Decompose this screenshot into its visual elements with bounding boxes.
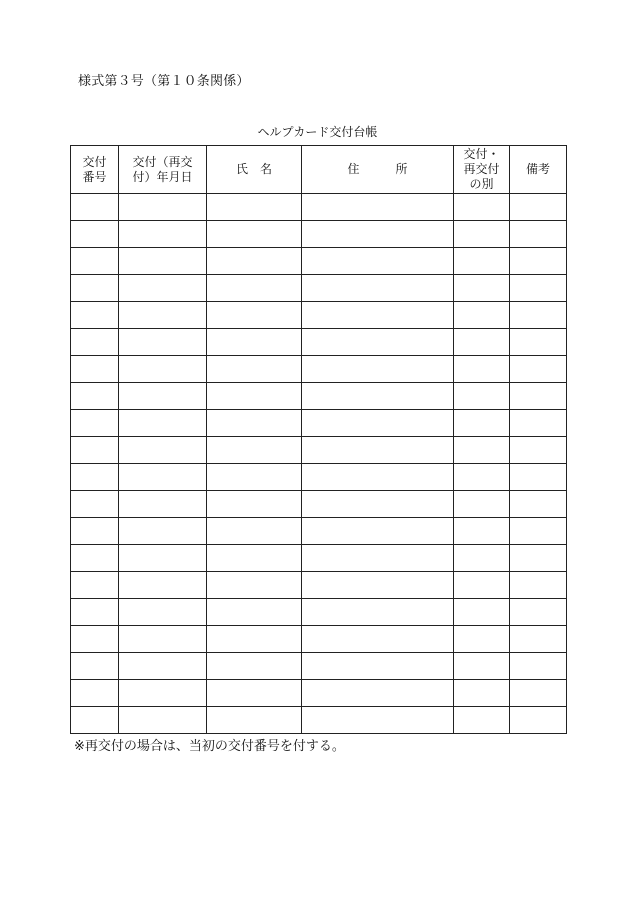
cell-address[interactable] (302, 356, 454, 383)
cell-address[interactable] (302, 437, 454, 464)
cell-address[interactable] (302, 248, 454, 275)
cell-remarks[interactable] (510, 680, 567, 707)
table-row (71, 491, 567, 518)
cell-address[interactable] (302, 707, 454, 734)
cell-address[interactable] (302, 302, 454, 329)
cell-name[interactable] (207, 275, 302, 302)
cell-address[interactable] (302, 626, 454, 653)
table-row (71, 221, 567, 248)
cell-issue-no[interactable] (71, 437, 119, 464)
ledger-body (71, 194, 567, 734)
cell-name[interactable] (207, 572, 302, 599)
table-row (71, 248, 567, 275)
header-issue-date: 交付（再交 付）年月日 (119, 146, 207, 194)
cell-issue-type[interactable] (454, 329, 510, 356)
cell-issue-date[interactable] (119, 680, 207, 707)
cell-issue-date[interactable] (119, 383, 207, 410)
cell-issue-date[interactable] (119, 626, 207, 653)
cell-address[interactable] (302, 221, 454, 248)
cell-issue-date[interactable] (119, 707, 207, 734)
cell-issue-date[interactable] (119, 464, 207, 491)
cell-issue-date[interactable] (119, 356, 207, 383)
cell-issue-type[interactable] (454, 437, 510, 464)
form-number: 様式第３号（第１０条関係） (78, 74, 250, 89)
cell-issue-no[interactable] (71, 356, 119, 383)
cell-name[interactable] (207, 248, 302, 275)
cell-address[interactable] (302, 491, 454, 518)
cell-issue-date[interactable] (119, 572, 207, 599)
cell-name[interactable] (207, 491, 302, 518)
cell-remarks[interactable] (510, 464, 567, 491)
cell-issue-no[interactable] (71, 599, 119, 626)
cell-remarks[interactable] (510, 275, 567, 302)
cell-remarks[interactable] (510, 221, 567, 248)
cell-issue-date[interactable] (119, 491, 207, 518)
cell-issue-date[interactable] (119, 410, 207, 437)
cell-name[interactable] (207, 707, 302, 734)
cell-name[interactable] (207, 329, 302, 356)
cell-address[interactable] (302, 383, 454, 410)
cell-remarks[interactable] (510, 248, 567, 275)
table-row (71, 572, 567, 599)
cell-issue-date[interactable] (119, 221, 207, 248)
cell-address[interactable] (302, 653, 454, 680)
cell-issue-no[interactable] (71, 410, 119, 437)
cell-issue-date[interactable] (119, 194, 207, 221)
cell-address[interactable] (302, 680, 454, 707)
cell-address[interactable] (302, 464, 454, 491)
table-row (71, 437, 567, 464)
cell-remarks[interactable] (510, 194, 567, 221)
cell-issue-date[interactable] (119, 653, 207, 680)
cell-name[interactable] (207, 383, 302, 410)
cell-name[interactable] (207, 680, 302, 707)
cell-address[interactable] (302, 194, 454, 221)
cell-issue-no[interactable] (71, 464, 119, 491)
cell-issue-type[interactable] (454, 194, 510, 221)
cell-issue-no[interactable] (71, 680, 119, 707)
cell-remarks[interactable] (510, 626, 567, 653)
cell-issue-type[interactable] (454, 356, 510, 383)
cell-remarks[interactable] (510, 545, 567, 572)
table-row (71, 626, 567, 653)
cell-issue-type[interactable] (454, 410, 510, 437)
ledger-table (70, 145, 567, 734)
cell-issue-no[interactable] (71, 302, 119, 329)
cell-issue-date[interactable] (119, 599, 207, 626)
cell-remarks[interactable] (510, 572, 567, 599)
cell-remarks[interactable] (510, 491, 567, 518)
cell-remarks[interactable] (510, 599, 567, 626)
table-row (71, 194, 567, 221)
table-row (71, 464, 567, 491)
cell-issue-no[interactable] (71, 329, 119, 356)
cell-issue-no[interactable] (71, 383, 119, 410)
cell-name[interactable] (207, 464, 302, 491)
cell-name[interactable] (207, 626, 302, 653)
header-address: 住 所 (302, 146, 454, 194)
cell-name[interactable] (207, 599, 302, 626)
header-issue-type: 交付・ 再交付 の別 (454, 146, 510, 194)
cell-issue-type[interactable] (454, 221, 510, 248)
cell-address[interactable] (302, 599, 454, 626)
cell-issue-date[interactable] (119, 248, 207, 275)
table-row (71, 545, 567, 572)
table-row (71, 599, 567, 626)
table-row (71, 329, 567, 356)
cell-issue-no[interactable] (71, 626, 119, 653)
cell-address[interactable] (302, 329, 454, 356)
cell-address[interactable] (302, 275, 454, 302)
cell-remarks[interactable] (510, 518, 567, 545)
cell-issue-date[interactable] (119, 275, 207, 302)
cell-name[interactable] (207, 545, 302, 572)
table-row (71, 410, 567, 437)
cell-issue-type[interactable] (454, 302, 510, 329)
cell-address[interactable] (302, 518, 454, 545)
header-issue-number: 交付 番号 (71, 146, 119, 194)
table-row (71, 707, 567, 734)
table-row (71, 356, 567, 383)
cell-address[interactable] (302, 572, 454, 599)
cell-issue-type[interactable] (454, 680, 510, 707)
ledger-title: ヘルプカード交付台帳 (257, 125, 378, 139)
cell-remarks[interactable] (510, 707, 567, 734)
cell-issue-no[interactable] (71, 653, 119, 680)
cell-name[interactable] (207, 194, 302, 221)
cell-remarks[interactable] (510, 437, 567, 464)
cell-name[interactable] (207, 653, 302, 680)
cell-issue-date[interactable] (119, 437, 207, 464)
cell-address[interactable] (302, 545, 454, 572)
cell-issue-type[interactable] (454, 518, 510, 545)
cell-remarks[interactable] (510, 356, 567, 383)
table-row (71, 383, 567, 410)
cell-name[interactable] (207, 221, 302, 248)
cell-issue-no[interactable] (71, 194, 119, 221)
cell-issue-type[interactable] (454, 707, 510, 734)
cell-name[interactable] (207, 356, 302, 383)
cell-issue-date[interactable] (119, 545, 207, 572)
cell-issue-type[interactable] (454, 626, 510, 653)
table-row (71, 275, 567, 302)
table-row (71, 518, 567, 545)
cell-issue-type[interactable] (454, 464, 510, 491)
table-row (71, 302, 567, 329)
header-remarks: 備考 (510, 146, 567, 194)
cell-name[interactable] (207, 518, 302, 545)
cell-issue-type[interactable] (454, 275, 510, 302)
cell-issue-type[interactable] (454, 491, 510, 518)
cell-remarks[interactable] (510, 329, 567, 356)
cell-remarks[interactable] (510, 653, 567, 680)
cell-issue-no[interactable] (71, 248, 119, 275)
cell-issue-date[interactable] (119, 518, 207, 545)
cell-issue-type[interactable] (454, 653, 510, 680)
table-row (71, 680, 567, 707)
header-name: 氏 名 (207, 146, 302, 194)
reissue-note: ※再交付の場合は、当初の交付番号を付する。 (74, 739, 345, 754)
cell-name[interactable] (207, 410, 302, 437)
cell-issue-date[interactable] (119, 302, 207, 329)
cell-issue-date[interactable] (119, 329, 207, 356)
cell-issue-no[interactable] (71, 545, 119, 572)
cell-issue-type[interactable] (454, 383, 510, 410)
cell-remarks[interactable] (510, 302, 567, 329)
cell-issue-no[interactable] (71, 572, 119, 599)
cell-issue-type[interactable] (454, 545, 510, 572)
cell-address[interactable] (302, 410, 454, 437)
cell-name[interactable] (207, 302, 302, 329)
cell-issue-no[interactable] (71, 707, 119, 734)
ledger-header-row (71, 146, 567, 194)
cell-issue-type[interactable] (454, 599, 510, 626)
cell-issue-type[interactable] (454, 248, 510, 275)
cell-issue-no[interactable] (71, 275, 119, 302)
cell-issue-no[interactable] (71, 491, 119, 518)
cell-issue-type[interactable] (454, 572, 510, 599)
cell-issue-no[interactable] (71, 518, 119, 545)
cell-name[interactable] (207, 437, 302, 464)
table-row (71, 653, 567, 680)
cell-issue-no[interactable] (71, 221, 119, 248)
cell-remarks[interactable] (510, 383, 567, 410)
cell-remarks[interactable] (510, 410, 567, 437)
